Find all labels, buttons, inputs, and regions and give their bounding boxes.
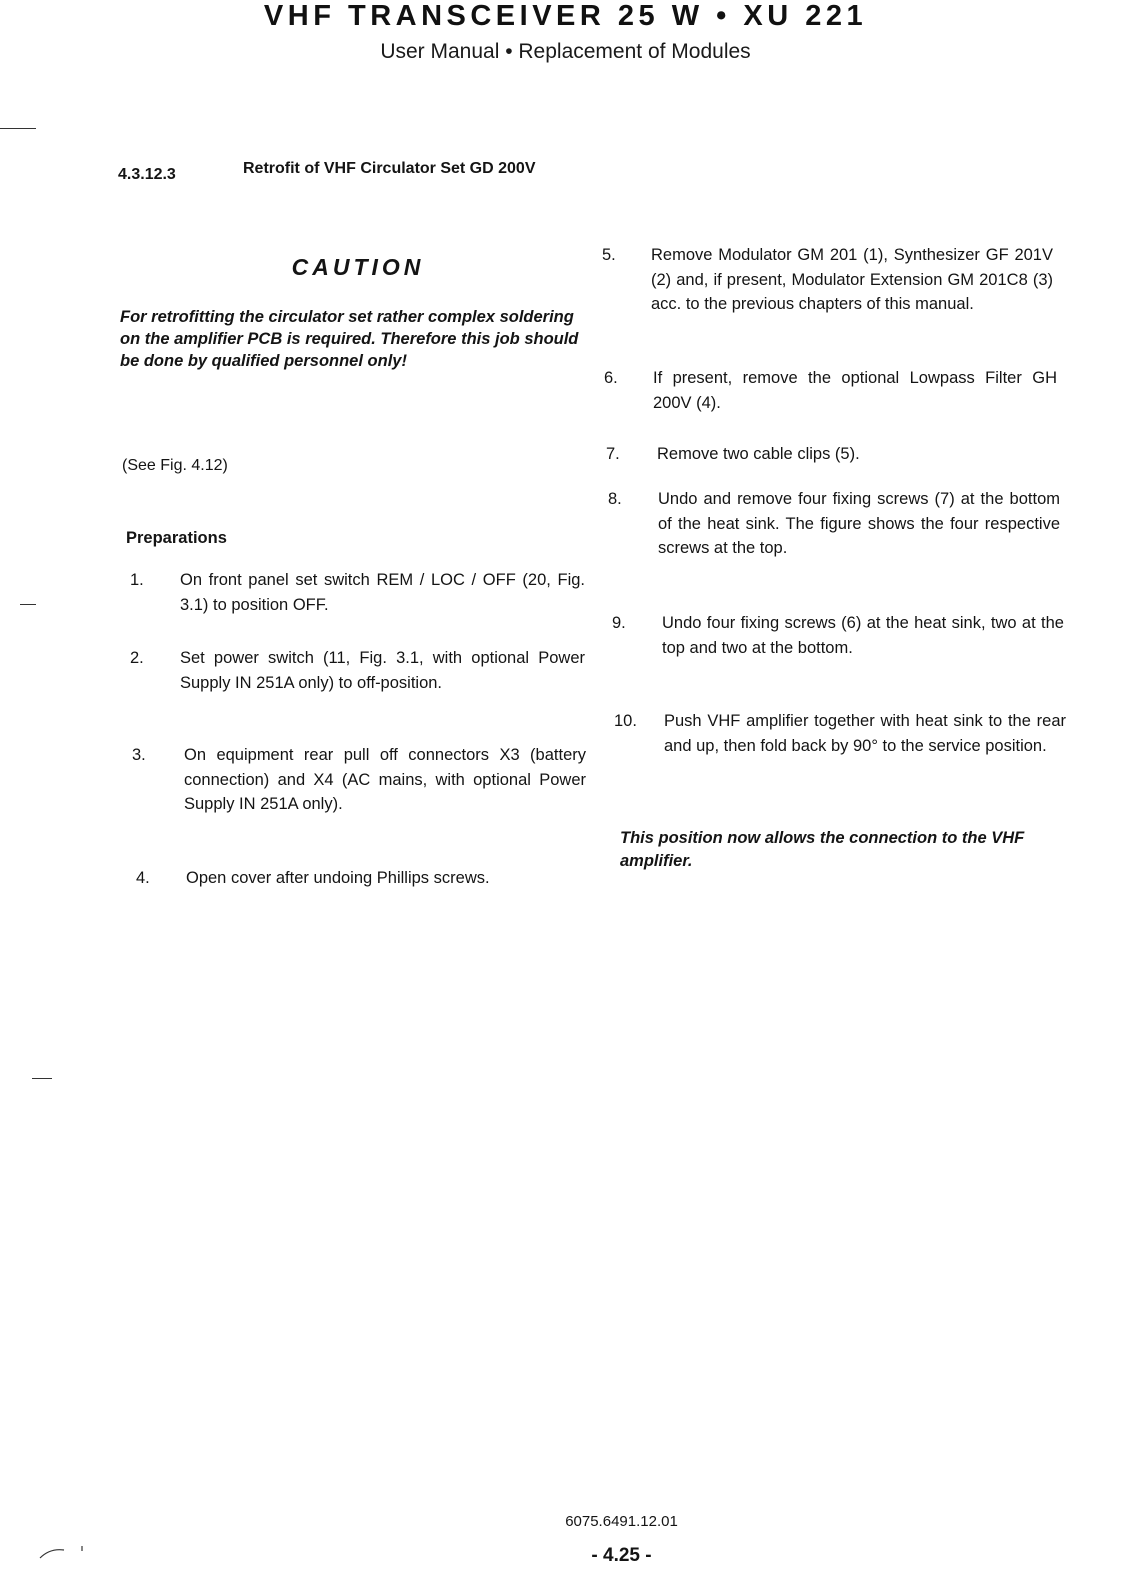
step-number: 1. bbox=[130, 571, 144, 589]
step-number: 9. bbox=[612, 614, 626, 632]
page-number: - 4.25 - bbox=[591, 1545, 652, 1566]
step-number: 6. bbox=[604, 369, 618, 387]
step-number: 4. bbox=[136, 869, 150, 887]
step-text: On front panel set switch REM / LOC / OFF (20, Fig. 3.1) to position OFF. bbox=[180, 571, 585, 614]
step-text: On equipment rear pull off connectors X3 (battery connection) and X4 (AC mains, with optional Power Supply IN 251A only). bbox=[184, 746, 586, 813]
section-title: Retrofit of VHF Circulator Set GD 200V bbox=[243, 160, 536, 177]
step-text: Remove Modulator GM 201 (1), Synthesizer GF 201V (2) and, if present, Modulator Extension GM 201C8 (3) acc. to the previous chapters of this manual. bbox=[651, 246, 1053, 313]
margin-mark bbox=[20, 604, 36, 605]
caution-heading: CAUTION bbox=[291, 254, 425, 280]
step-number: 10. bbox=[614, 712, 637, 730]
step-text: Open cover after undoing Phillips screws. bbox=[186, 869, 490, 887]
step-number: 7. bbox=[606, 445, 620, 463]
step-text: Push VHF amplifier together with heat sink to the rear and up, then fold back by 90° to the service position. bbox=[664, 712, 1066, 755]
caution-text: For retrofitting the circulator set rather complex soldering on the amplifier PCB is required. Therefore this job should be done by qualified personnel only! bbox=[120, 308, 579, 370]
corner-scan-mark bbox=[38, 1542, 88, 1562]
document-number: 6075.6491.12.01 bbox=[565, 1513, 678, 1530]
step-text: Set power switch (11, Fig. 3.1, with optional Power Supply IN 251A only) to off-position. bbox=[180, 649, 585, 692]
preparations-heading: Preparations bbox=[126, 529, 227, 547]
closing-note: This position now allows the connection to the VHF amplifier. bbox=[620, 829, 1025, 870]
step-text: Undo four fixing screws (6) at the heat sink, two at the top and two at the bottom. bbox=[662, 614, 1064, 657]
step-text: Remove two cable clips (5). bbox=[657, 445, 860, 463]
margin-mark bbox=[0, 128, 36, 129]
section-number: 4.3.12.3 bbox=[118, 166, 176, 183]
step-number: 3. bbox=[132, 746, 146, 764]
step-number: 8. bbox=[608, 490, 622, 508]
document-subtitle: User Manual • Replacement of Modules bbox=[380, 40, 751, 63]
step-text: Undo and remove four fixing screws (7) at the bottom of the heat sink. The figure shows the four respective screws at the top. bbox=[658, 490, 1060, 557]
document-title: VHF TRANSCEIVER 25 W • XU 221 bbox=[263, 0, 868, 32]
step-text: If present, remove the optional Lowpass Filter GH 200V (4). bbox=[653, 369, 1057, 412]
margin-mark bbox=[32, 1078, 52, 1079]
step-number: 2. bbox=[130, 649, 144, 667]
step-number: 5. bbox=[602, 246, 616, 264]
figure-reference: (See Fig. 4.12) bbox=[122, 457, 228, 474]
